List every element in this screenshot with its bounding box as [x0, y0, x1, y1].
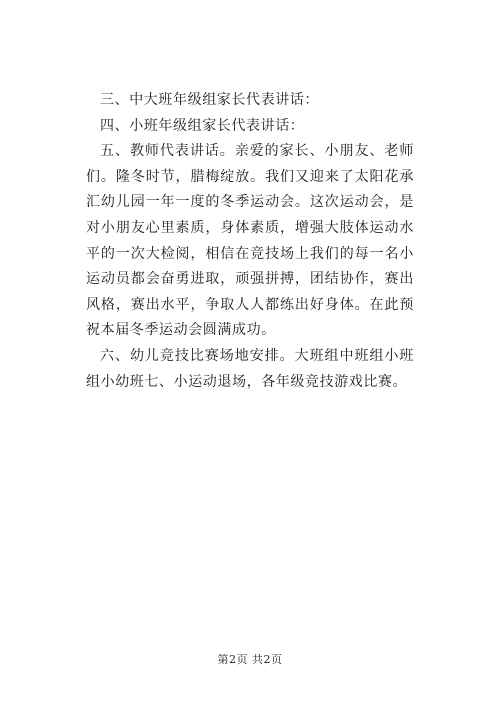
paragraph-section-6: 六、幼儿竞技比赛场地安排。大班组中班组小班组小幼班七、小运动退场，各年级竞技游戏比赛。	[86, 347, 414, 390]
page-number-footer: 第2页 共2页	[217, 653, 283, 666]
paragraph-section-5: 五、教师代表讲话。亲爱的家长、小朋友、老师们。隆冬时节，腊梅绽放。我们又迎来了太阳花承汇幼儿园一年一度的冬季运动会。这次运动会，是对小朋友心里素质，身体素质，增强大肢体运动水平的一次大检阅，相信在竞技场上我们的每一名小运动员都会奋勇进取，顽强拼搏，团结协作，赛出风格，赛出水平，争取人人都练出好身体。在此预祝本届冬季运动会圆满成功。	[86, 143, 414, 339]
paragraph-section-3: 三、中大班年级组家长代表讲话：	[100, 92, 319, 108]
document-body	[86, 88, 414, 395]
paragraph-section-4: 四、小班年级组家长代表讲话：	[100, 117, 305, 134]
